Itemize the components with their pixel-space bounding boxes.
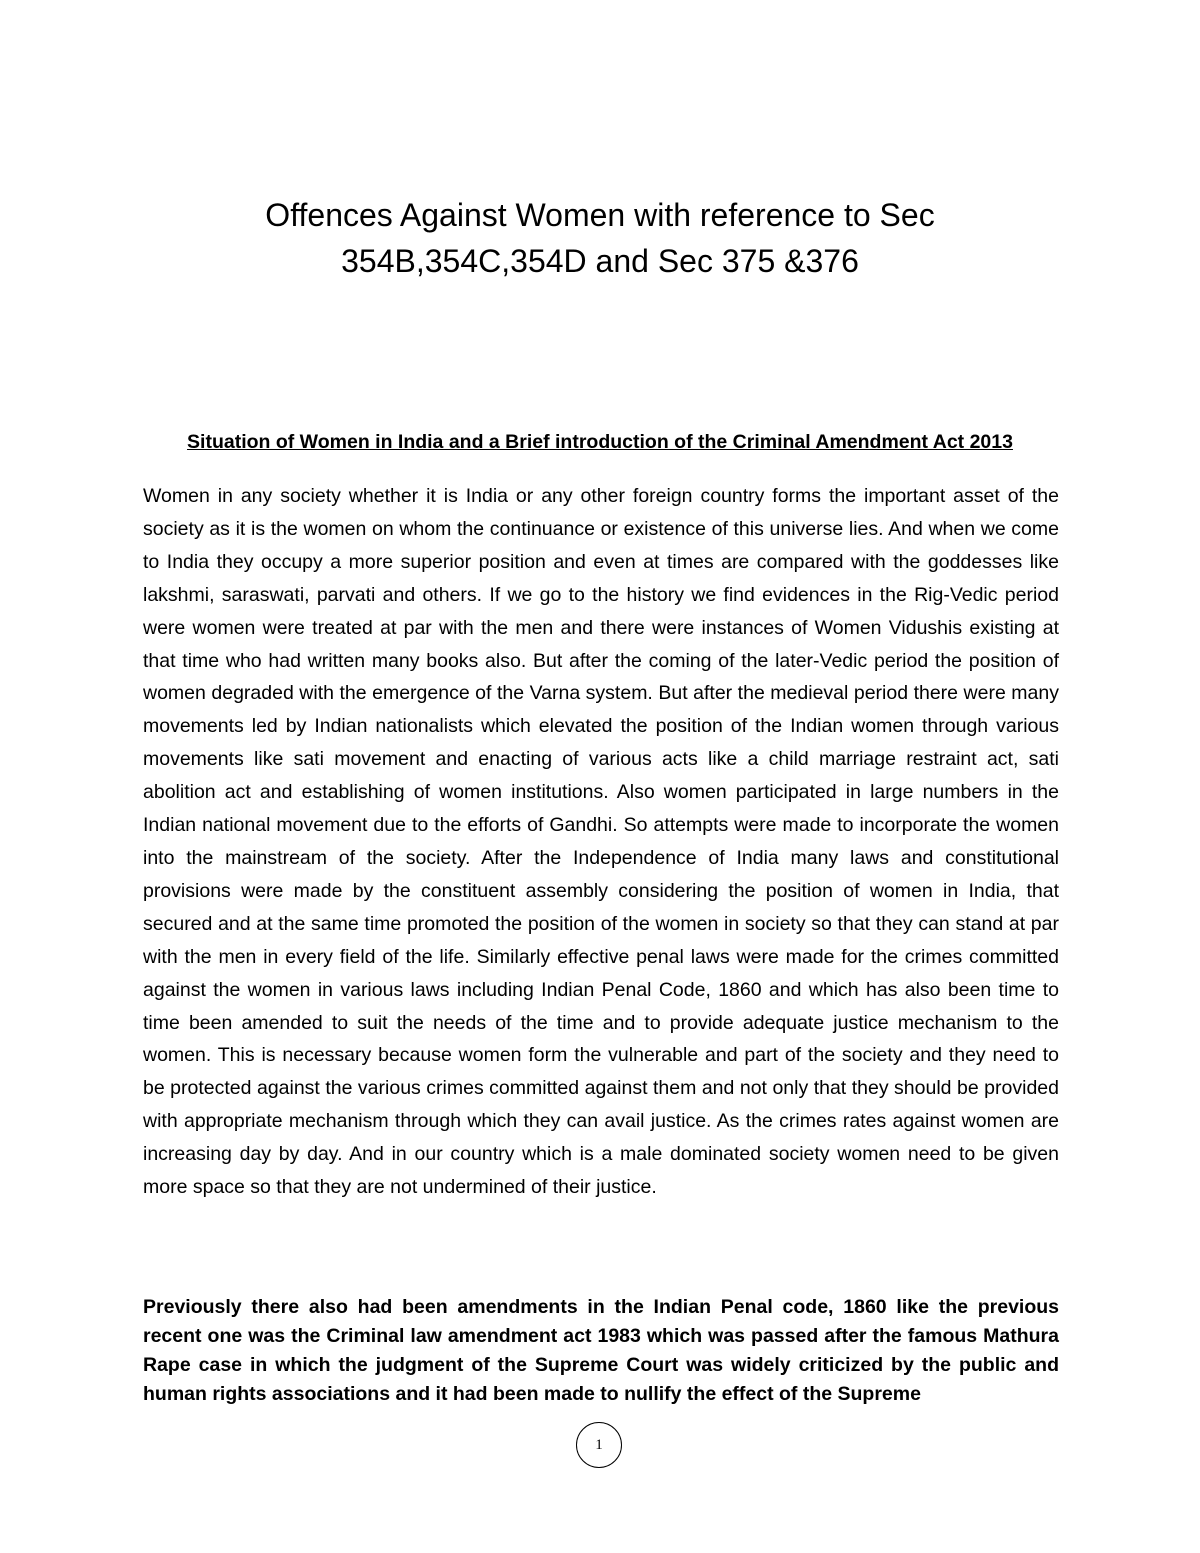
section-heading: Situation of Women in India and a Brief introduction of the Criminal Amendment Act 2013 [187,431,1013,453]
page-number: 1 [595,1436,603,1453]
document-title-line-2: 354B,354C,354D and Sec 375 &376 [341,243,859,279]
document-title-line-1: Offences Against Women with reference to Sec [265,197,935,233]
page-number-badge [576,1422,622,1468]
body-paragraph-1: Women in any society whether it is India or any other foreign country forms the important asset of the society as it is the women on whom the continuance or existence of this universe lies. And when we come to India they occupy a more superior position and even at times are compared with the goddesses like lakshmi, saraswati, parvati and others. If we go to the history we find evidences in the Rig-Vedic period were women were treated at par with the men and there were instances of Women Vidushis existing at that time who had written many books also. But after the coming of the later-Vedic period the position of women degraded with the emergence of the Varna system. But after the medieval period there were many movements led by Indian nationalists which elevated the position of the Indian women through various movements like sati movement and enacting of various acts like a child marriage restraint act, sati abolition act and establishing of women institutions. Also women participated in large numbers in the Indian national movement due to the efforts of Gandhi. So attempts were made to incorporate the women into the mainstream of the society. After the Independence of India many laws and constitutional provisions were made by the constituent assembly considering the position of women in India, that secured and at the same time promoted the position of the women in society so that they can stand at par with the men in every field of the life. Similarly effective penal laws were made for the crimes committed against the women in various laws including Indian Penal Code, 1860 and which has also been time to time been amended to suit the needs of the time and to provide adequate justice mechanism to the women. This is necessary because women form the vulnerable and part of the society and they need to be protected against the various crimes committed against them and not only that they should be provided with appropriate mechanism through which they can avail justice. As the crimes rates against women are increasing day by day. And in our country which is a male dominated society women need to be given more space so that they are not undermined of their justice. [143,485,1059,1199]
document-title [150,192,1050,284]
body-paragraph-2: Previously there also had been amendments in the Indian Penal code, 1860 like the previous recent one was the Criminal law amendment act 1983 which was passed after the famous Mathura Rape case in which the judgment of the Supreme Court was widely criticized by the public and human rights associations and it had been made to nullify the effect of the Supreme [143,1296,1059,1405]
